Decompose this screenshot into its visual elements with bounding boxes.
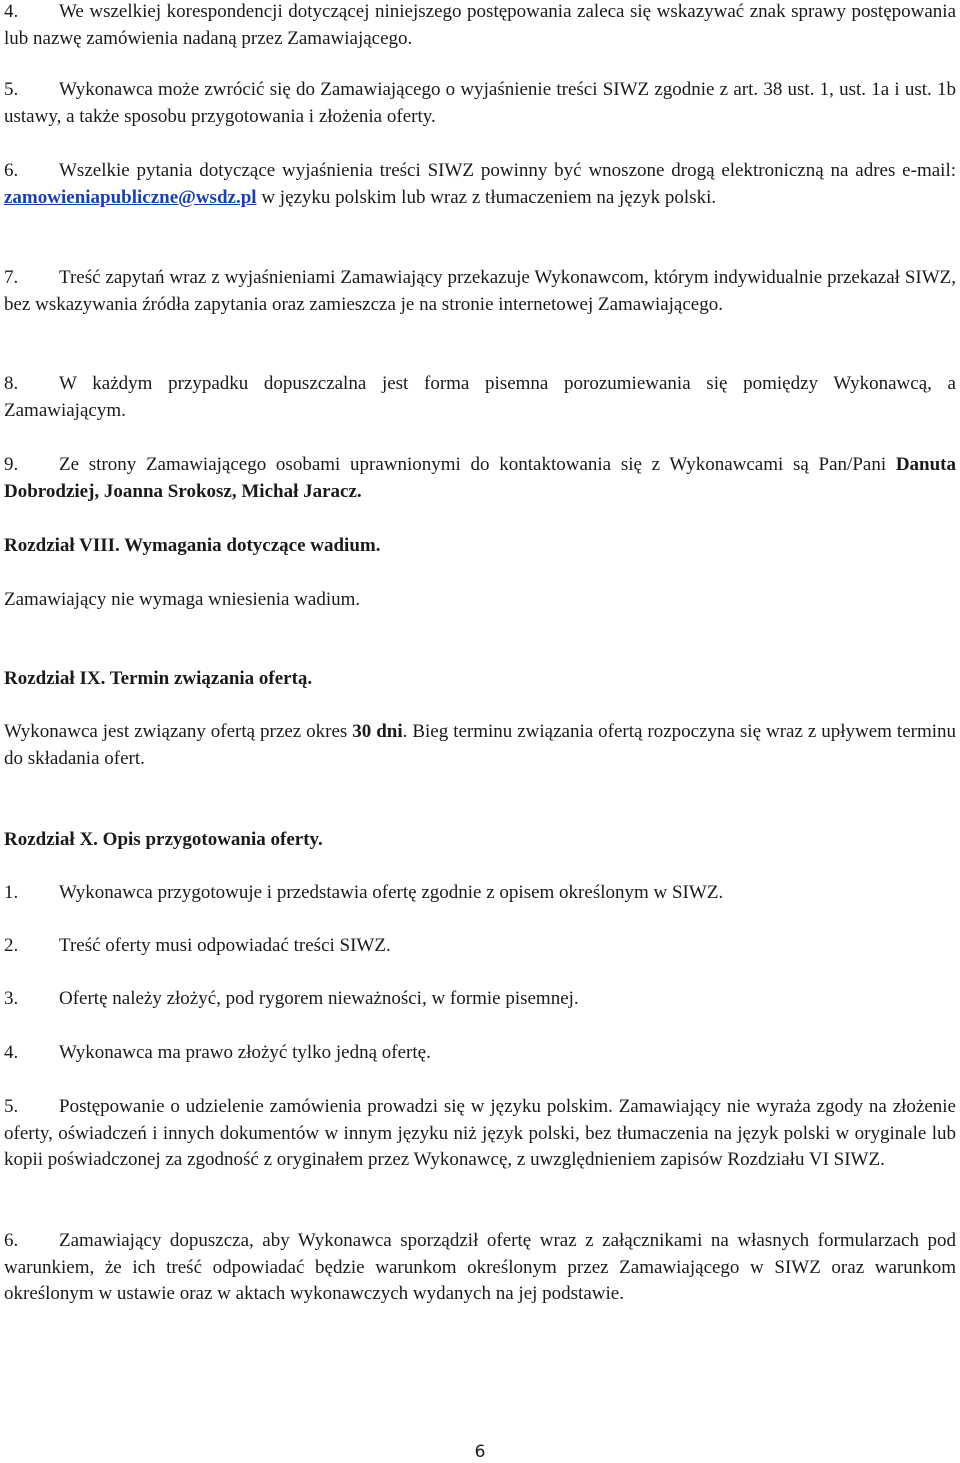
item-text: Postępowanie o udzielenie zamówienia prowadzi się w języku polskim. Zamawiający nie wyraża zgody na złożenie oferty, oświadczeń i innych dokumentów w innym języku niż język polski, bez tłumaczenia na język polski w oryginale lub kopii poświadczonej za zgodność z oryginałem przez Wykonawcę, z uwzględnieniem zapisów Rozdziału VI SIWZ. — [4, 1096, 956, 1170]
item-number: 7. — [4, 267, 19, 288]
item-text: Ofertę należy złożyć, pod rygorem nieważności, w formie pisemnej. — [59, 988, 579, 1009]
item-text: W każdym przypadku dopuszczalna jest forma pisemna porozumiewania się pomiędzy Wykonawcą, a Zamawiającym. — [4, 373, 956, 421]
validity-period: 30 dni — [352, 721, 403, 742]
chapter-8-text: Zamawiający nie wymaga wniesienia wadium. — [4, 589, 361, 610]
item-text: Wykonawca przygotowuje i przedstawia ofertę zgodnie z opisem określonym w SIWZ. — [59, 882, 724, 903]
chapter-9-text — [4, 719, 956, 772]
chapter-9-text-start: Wykonawca jest związany ofertą przez okres — [4, 721, 353, 742]
item-text: Treść oferty musi odpowiadać treści SIWZ. — [59, 935, 391, 956]
chapter-8-heading: Rozdział VIII. Wymagania dotyczące wadium. — [4, 535, 381, 556]
item-text: Zamawiający dopuszcza, aby Wykonawca sporządził ofertę wraz z załącznikami na własnych formularzach pod warunkiem, że ich treść odpowiadać będzie warunkom określonym przez Zamawiającego w SIWZ oraz warunkom określonym w ustawie oraz w aktach wykonawczych wydanych na jej podstawie. — [4, 1230, 956, 1304]
contact-persons: Danuta Dobrodziej, Joanna Srokosz, Michał Jaracz. — [4, 454, 956, 502]
list-item — [4, 77, 956, 130]
item-text: We wszelkiej korespondencji dotyczącej niniejszego postępowania zaleca się wskazywać znak sprawy postępowania lub nazwę zamówienia nadaną przez Zamawiającego. — [4, 1, 956, 49]
list-item — [4, 452, 956, 505]
list-item — [4, 371, 956, 424]
item-number: 4. — [4, 1, 19, 22]
list-item — [4, 265, 956, 318]
list-item — [4, 1094, 956, 1174]
list-item — [4, 986, 956, 1013]
item-text: Ze strony Zamawiającego osobami uprawnionymi do kontaktowania się z Wykonawcami są Pan/Pani — [59, 454, 896, 475]
item-text: Wykonawca może zwrócić się do Zamawiającego o wyjaśnienie treści SIWZ zgodnie z art. 38 ust. 1, ust. 1a i ust. 1b ustawy, a także sposobu przygotowania i złożenia oferty. — [4, 79, 956, 127]
list-item — [4, 158, 956, 211]
list-item — [4, 0, 956, 52]
page-number: 6 — [474, 1442, 486, 1462]
list-item — [4, 933, 956, 960]
item-text: Wszelkie pytania dotyczące wyjaśnienia treści SIWZ powinny być wnoszone drogą elektroniczną na adres e-mail: — [59, 160, 956, 181]
list-item — [4, 1228, 956, 1308]
chapter-10-heading: Rozdział X. Opis przygotowania oferty. — [4, 829, 323, 850]
email-link[interactable]: zamowieniapubliczne@wsdz.pl — [4, 186, 257, 208]
item-number: 4. — [4, 1042, 19, 1063]
chapter-9-text-end: . Bieg terminu związania ofertą rozpoczyna się wraz z upływem terminu do składania ofert. — [4, 721, 957, 769]
item-number: 2. — [4, 935, 19, 956]
item-number: 8. — [4, 373, 19, 394]
item-number: 6. — [4, 160, 19, 181]
list-item — [4, 1040, 956, 1067]
item-text-continued: w języku polskim lub wraz z tłumaczeniem na język polski. — [256, 186, 717, 208]
item-text: Wykonawca ma prawo złożyć tylko jedną ofertę. — [59, 1042, 431, 1063]
item-number: 5. — [4, 79, 19, 100]
item-number: 1. — [4, 882, 19, 903]
chapter-9-heading: Rozdział IX. Termin związania ofertą. — [4, 668, 313, 689]
item-number: 6. — [4, 1230, 19, 1251]
item-number: 9. — [4, 454, 19, 475]
item-number: 3. — [4, 988, 19, 1009]
list-item — [4, 880, 956, 907]
item-text: Treść zapytań wraz z wyjaśnieniami Zamawiający przekazuje Wykonawcom, którym indywidualnie przekazał SIWZ, bez wskazywania źródła zapytania oraz zamieszcza je na stronie internetowej Zamawiającego. — [4, 267, 956, 315]
item-number: 5. — [4, 1096, 19, 1117]
